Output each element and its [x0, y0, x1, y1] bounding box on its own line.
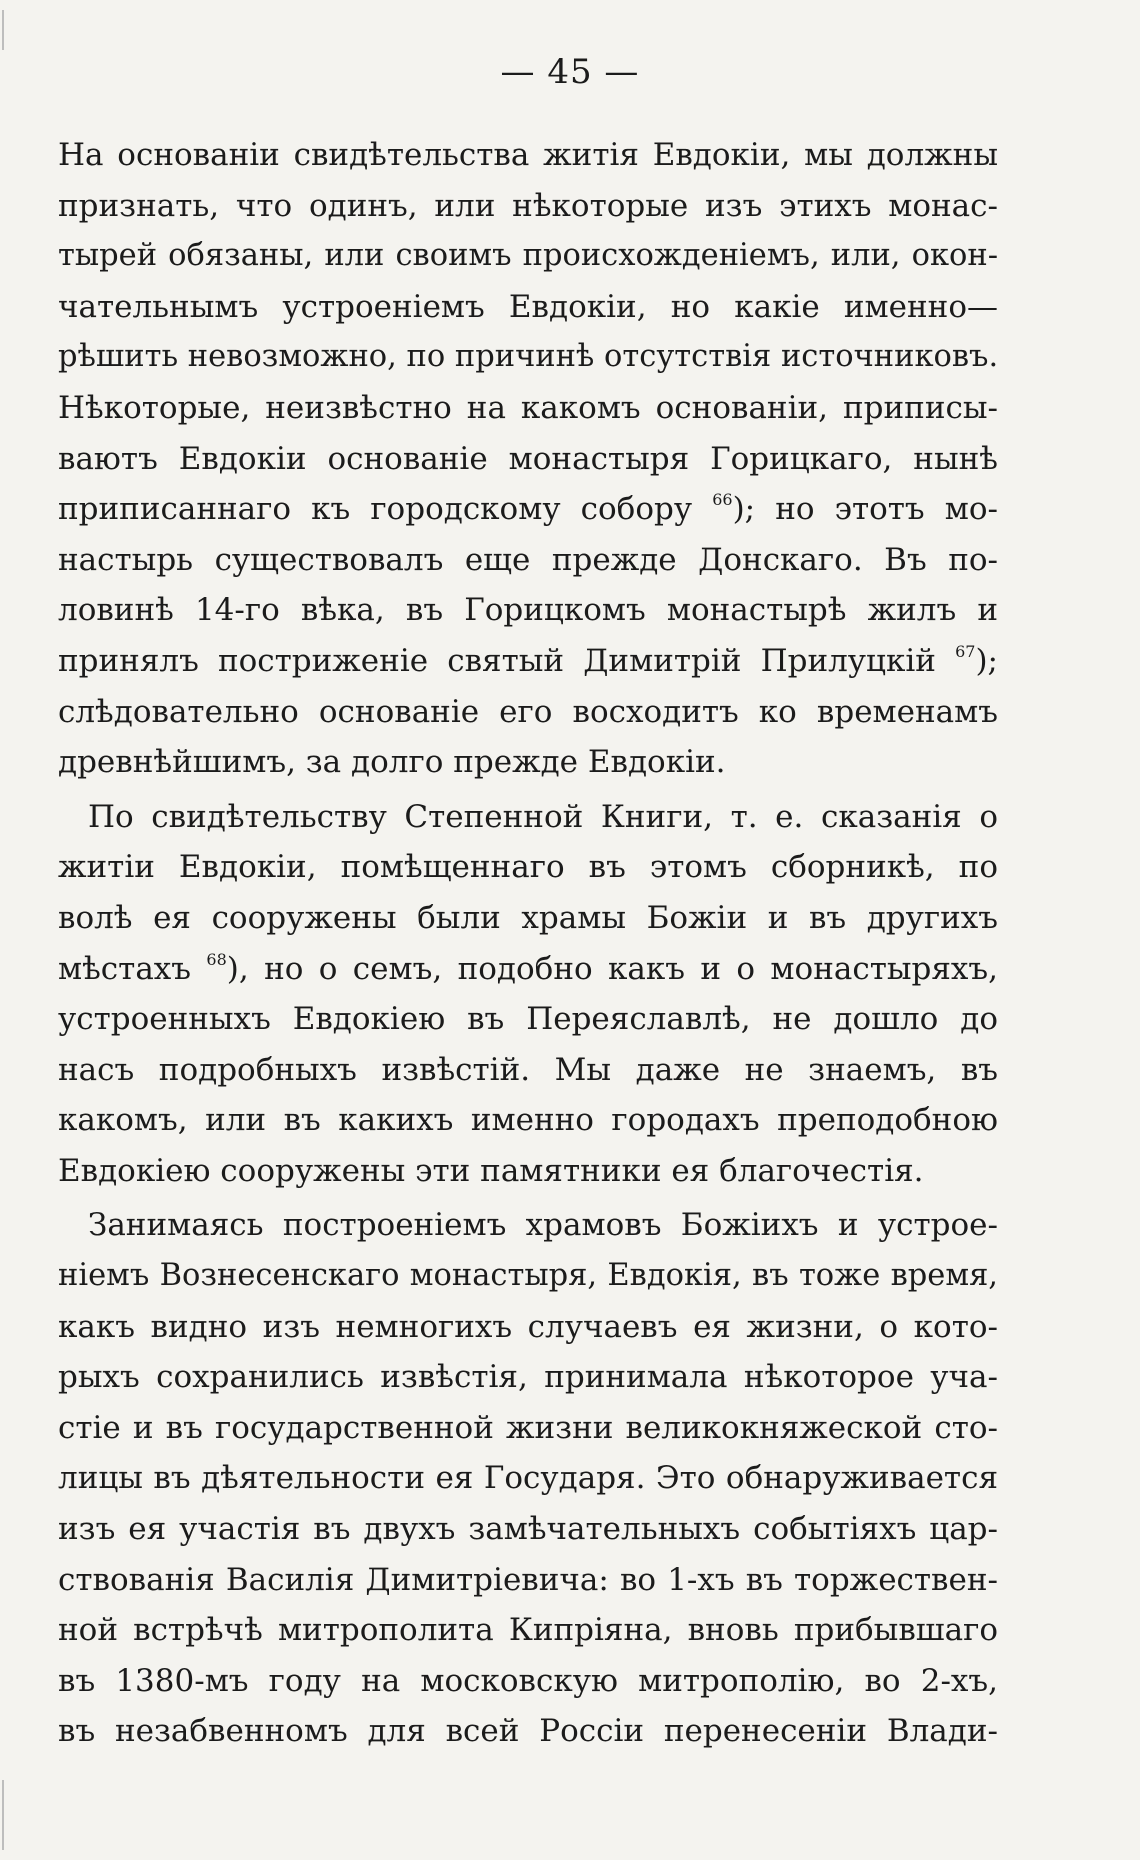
scan-edge-mark — [2, 1780, 4, 1850]
text-line: тырей обязаны, или своимъ происхожденіемъ, или, окон- — [58, 238, 998, 274]
page-number: — 45 — — [500, 52, 640, 92]
text-line: настырь существовалъ еще прежде Донскаго. Въ по- — [58, 541, 998, 578]
footnote-ref-66: 66 — [712, 490, 733, 510]
text-line: устроенныхъ Евдокіею въ Переяславлѣ, не дошло до — [58, 1001, 998, 1038]
text-line — [58, 636, 998, 687]
text-line: какъ видно изъ немногихъ случаевъ ея жизни, о кото- — [58, 1308, 998, 1345]
text-fragment: приписаннаго къ городскому собору — [58, 491, 693, 528]
paragraph-3 — [58, 1200, 998, 1757]
text-line: въ 1380-мъ году на московскую митрополію, во 2-хъ, — [58, 1662, 998, 1699]
text-line: По свидѣтельству Степенной Книги, т. е. сказанія о — [88, 798, 998, 835]
text-line — [58, 484, 998, 535]
paragraph-1 — [58, 130, 998, 788]
text-fragment: ), но о семъ, подобно какъ и о монастыряхъ, — [226, 950, 998, 987]
text-line: ніемъ Вознесенскаго монастыря, Евдокія, въ тоже время, — [58, 1258, 998, 1294]
text-fragment: ); — [975, 642, 998, 679]
footnote-ref-68: 68 — [206, 949, 227, 969]
text-line: ствованія Василія Димитріевича: во 1-хъ въ торжествен- — [58, 1561, 998, 1598]
text-line: Занимаясь построеніемъ храмовъ Божіихъ и устрое- — [88, 1207, 998, 1244]
text-line: рыхъ сохранились извѣстія, принимала нѣкоторое уча- — [58, 1359, 998, 1396]
text-line: признать, что одинъ, или нѣкоторые изъ этихъ монас- — [58, 187, 998, 224]
text-line: житіи Евдокіи, помѣщеннаго въ этомъ сборникѣ, по — [58, 849, 998, 886]
text-line: слѣдовательно основаніе его восходитъ ко временамъ — [58, 693, 998, 730]
text-line: древнѣйшимъ, за долго прежде Евдокіи. — [58, 744, 726, 781]
text-line: ной встрѣчѣ митрополита Кипріяна, вновь прибывшаго — [58, 1612, 998, 1649]
text-fragment: ); но этотъ мо- — [732, 491, 998, 528]
text-line: На основаніи свидѣтельства житія Евдокіи, мы должны — [58, 137, 998, 173]
text-line: рѣшить невозможно, по причинѣ отсутствія источниковъ. — [58, 339, 999, 375]
scan-edge-mark — [2, 10, 4, 50]
text-line: въ незабвенномъ для всей Россіи перенесеніи Влади- — [58, 1713, 998, 1750]
text-line: Евдокіею сооружены эти памятники ея благочестія. — [58, 1152, 924, 1189]
text-line: лицы въ дѣятельности ея Государя. Это обнаруживается — [58, 1460, 998, 1497]
body-text — [58, 130, 998, 1757]
text-line: стіе и въ государственной жизни великокняжеской сто- — [58, 1409, 998, 1446]
text-line: изъ ея участія въ двухъ замѣчательныхъ событіяхъ цар- — [58, 1511, 998, 1548]
footnote-ref-67: 67 — [955, 641, 976, 661]
text-line: насъ подробныхъ извѣстій. Мы даже не знаемъ, въ — [58, 1051, 998, 1088]
text-line — [58, 944, 998, 995]
paragraph-2 — [58, 792, 998, 1197]
text-fragment: мѣстахъ — [58, 950, 192, 987]
text-line: Нѣкоторые, неизвѣстно на какомъ основаніи, приписы- — [58, 389, 998, 426]
text-line: волѣ ея сооружены были храмы Божіи и въ другихъ — [58, 899, 998, 936]
text-line: чательнымъ устроеніемъ Евдокіи, но какіе именно— — [58, 288, 998, 325]
text-fragment: принялъ постриженіе святый Димитрій Прилуцкій — [58, 642, 936, 679]
text-line: ловинѣ 14-го вѣка, въ Горицкомъ монастырѣ жилъ и — [58, 592, 998, 629]
text-line: ваютъ Евдокіи основаніе монастыря Горицкаго, нынѣ — [58, 440, 998, 477]
text-line: какомъ, или въ какихъ именно городахъ преподобною — [58, 1102, 998, 1139]
